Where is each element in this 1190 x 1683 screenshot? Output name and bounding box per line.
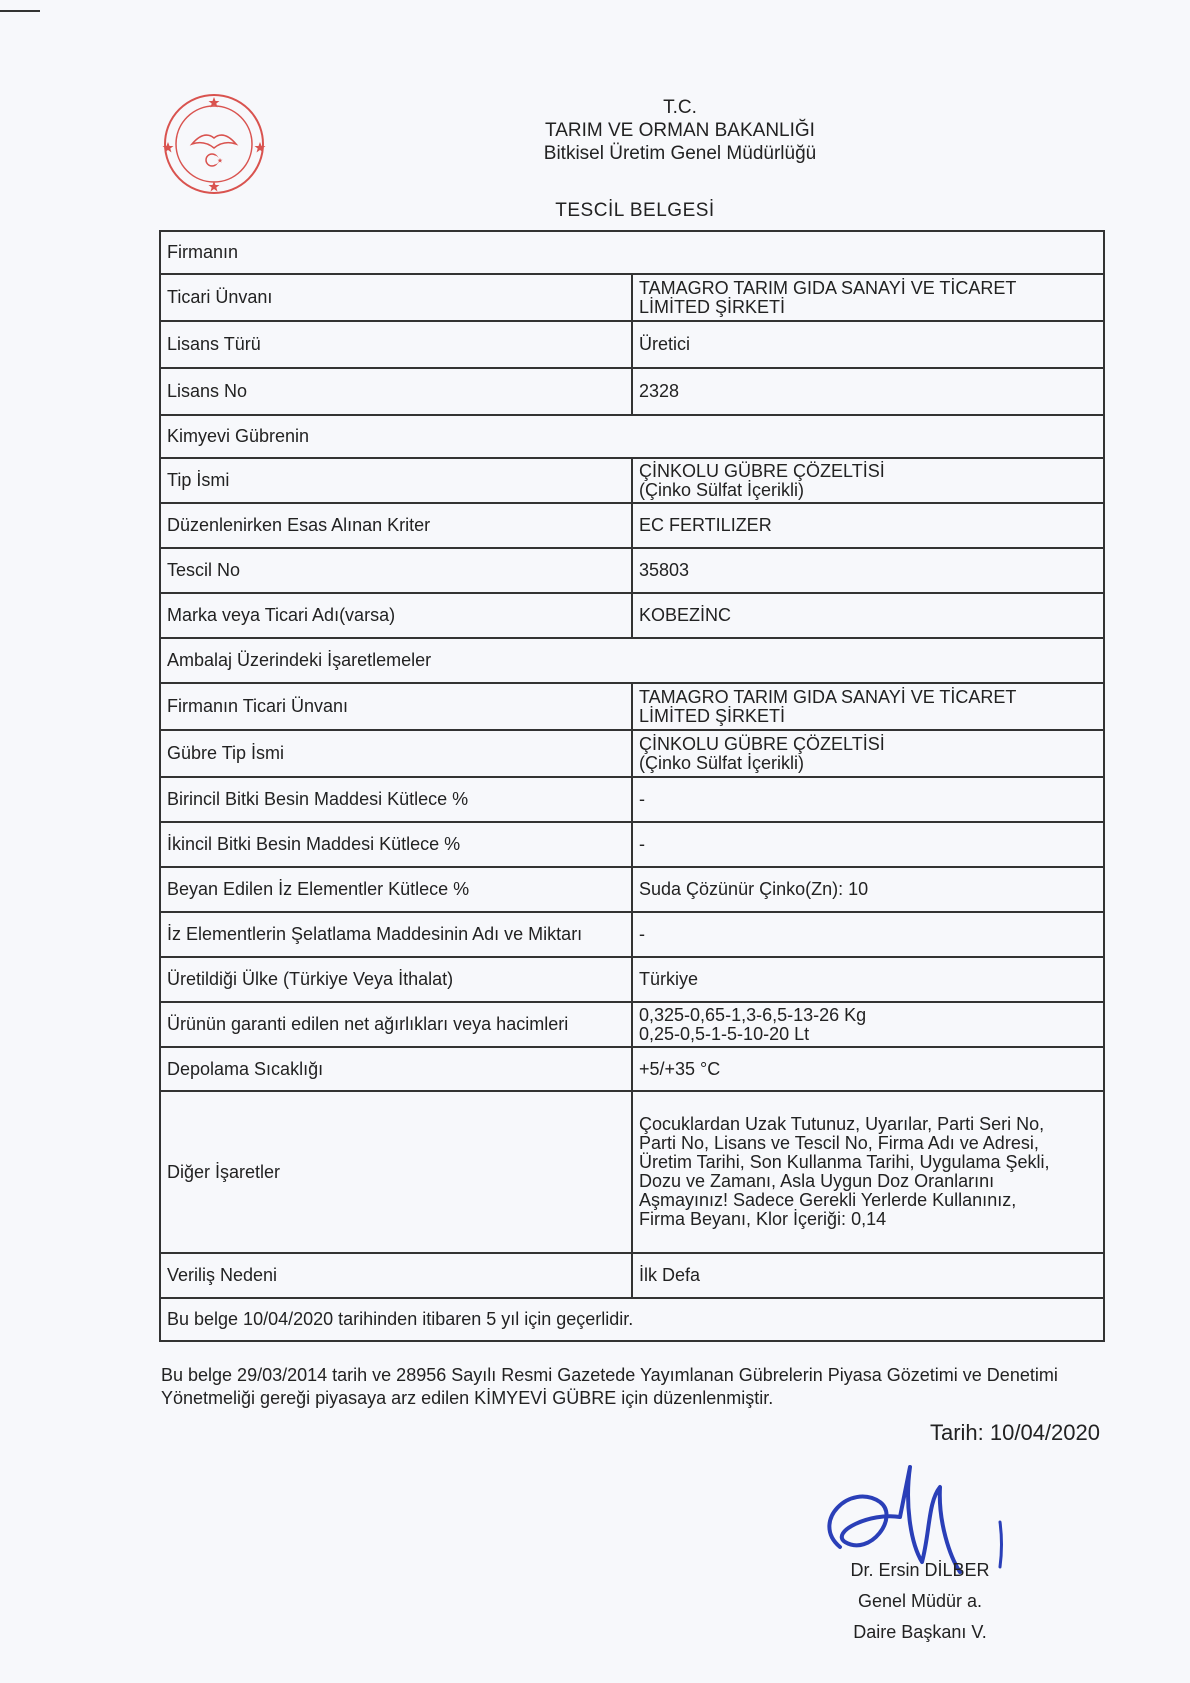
field-label: Üretildiği Ülke (Türkiye Veya İthalat) [160, 957, 632, 1002]
section-row [160, 638, 1104, 683]
field-value: Üretici [632, 321, 1104, 368]
registration-table [159, 230, 1105, 1342]
scan-corner-mark [0, 10, 40, 12]
field-value: +5/+35 °C [632, 1047, 1104, 1091]
header-line-directorate: Bitkisel Üretim Genel Müdürlüğü [543, 143, 817, 164]
table-row [160, 1091, 1104, 1253]
signer-title-2: Daire Başkanı V. [853, 1622, 987, 1642]
field-value: - [632, 912, 1104, 957]
field-value: ÇİNKOLU GÜBRE ÇÖZELTİSİ (Çinko Sülfat İçerikli) [632, 458, 1104, 503]
section-label: Firmanın [160, 231, 1104, 274]
table-row [160, 1002, 1104, 1047]
table-row [160, 777, 1104, 822]
issue-date: Tarih: 10/04/2020 [929, 1420, 1100, 1445]
table-row [160, 912, 1104, 957]
signer-title-1: Genel Müdür a. [857, 1591, 983, 1611]
field-label: İkincil Bitki Besin Maddesi Kütlece % [160, 822, 632, 867]
table-row [160, 1047, 1104, 1091]
field-label: Ürünün garanti edilen net ağırlıkları veya hacimleri [160, 1002, 632, 1047]
section-label: Bu belge 10/04/2020 tarihinden itibaren 5 yıl için geçerlidir. [160, 1298, 1104, 1341]
signer-block [820, 1555, 1020, 1648]
document-title: TESCİL BELGESİ [555, 200, 715, 221]
table-row [160, 593, 1104, 638]
table-row [160, 321, 1104, 368]
field-label: Lisans No [160, 368, 632, 415]
field-label: Marka veya Ticari Adı(varsa) [160, 593, 632, 638]
field-label: Veriliş Nedeni [160, 1253, 632, 1298]
field-label: Ticari Ünvanı [160, 274, 632, 321]
field-label: Gübre Tip İsmi [160, 730, 632, 777]
section-label: Kimyevi Gübrenin [160, 415, 1104, 458]
field-value: 2328 [632, 368, 1104, 415]
field-label: Düzenlenirken Esas Alınan Kriter [160, 503, 632, 548]
table-row [160, 458, 1104, 503]
field-label: Depolama Sıcaklığı [160, 1047, 632, 1091]
section-row [160, 415, 1104, 458]
signer-name: Dr. Ersin DİLBER [850, 1560, 990, 1580]
field-label: Tip İsmi [160, 458, 632, 503]
field-label: Diğer İşaretler [160, 1091, 632, 1253]
field-label: Tescil No [160, 548, 632, 593]
field-label: İz Elementlerin Şelatlama Maddesinin Adı ve Miktarı [160, 912, 632, 957]
field-value: KOBEZİNC [632, 593, 1104, 638]
section-row [160, 231, 1104, 274]
field-value: İlk Defa [632, 1253, 1104, 1298]
field-label: Beyan Edilen İz Elementler Kütlece % [160, 867, 632, 912]
section-row [160, 1298, 1104, 1341]
ministry-header [460, 96, 900, 165]
table-row [160, 867, 1104, 912]
ministry-seal-icon [162, 92, 266, 196]
section-label: Ambalaj Üzerindeki İşaretlemeler [160, 638, 1104, 683]
table-row [160, 503, 1104, 548]
field-value: TAMAGRO TARIM GIDA SANAYİ VE TİCARET LİMİTED ŞİRKETİ [632, 683, 1104, 730]
field-value: 0,325-0,65-1,3-6,5-13-26 Kg 0,25-0,5-1-5-10-20 Lt [632, 1002, 1104, 1047]
field-value: - [632, 777, 1104, 822]
field-value: ÇİNKOLU GÜBRE ÇÖZELTİSİ (Çinko Sülfat İçerikli) [632, 730, 1104, 777]
legal-statement: Bu belge 29/03/2014 tarih ve 28956 Sayılı Resmi Gazetede Yayımlanan Gübrelerin Piyasa Gözetimi ve Denetimi Yönetmeliği gereği piyasaya arz edilen KİMYEVİ GÜBRE için düzenlenmiştir. [161, 1365, 1058, 1408]
field-value: - [632, 822, 1104, 867]
table-row [160, 957, 1104, 1002]
table-row [160, 822, 1104, 867]
table-row [160, 1253, 1104, 1298]
table-row [160, 274, 1104, 321]
field-value: Çocuklardan Uzak Tutunuz, Uyarılar, Parti Seri No, Parti No, Lisans ve Tescil No, Firma Adı ve Adresi, Üretim Tarihi, Son Kullanma Tarihi, Uygulama Şekli, Dozu ve Zamanı, Asla Uygun Doz Oranlarını Aşmayınız! Sadece Gerekli Yerlerde Kullanınız, Firma Beyanı, Klor İçeriği: 0,14 [632, 1091, 1104, 1253]
field-label: Lisans Türü [160, 321, 632, 368]
field-value: Türkiye [632, 957, 1104, 1002]
field-value: 35803 [632, 548, 1104, 593]
table-row [160, 683, 1104, 730]
table-row [160, 548, 1104, 593]
table-row [160, 368, 1104, 415]
table-row [160, 730, 1104, 777]
field-value: TAMAGRO TARIM GIDA SANAYİ VE TİCARET LİMİTED ŞİRKETİ [632, 274, 1104, 321]
field-value: Suda Çözünür Çinko(Zn): 10 [632, 867, 1104, 912]
header-line-tc: T.C. [663, 97, 697, 118]
header-line-ministry: TARIM VE ORMAN BAKANLIĞI [545, 120, 815, 141]
field-label: Birincil Bitki Besin Maddesi Kütlece % [160, 777, 632, 822]
field-label: Firmanın Ticari Ünvanı [160, 683, 632, 730]
field-value: EC FERTILIZER [632, 503, 1104, 548]
